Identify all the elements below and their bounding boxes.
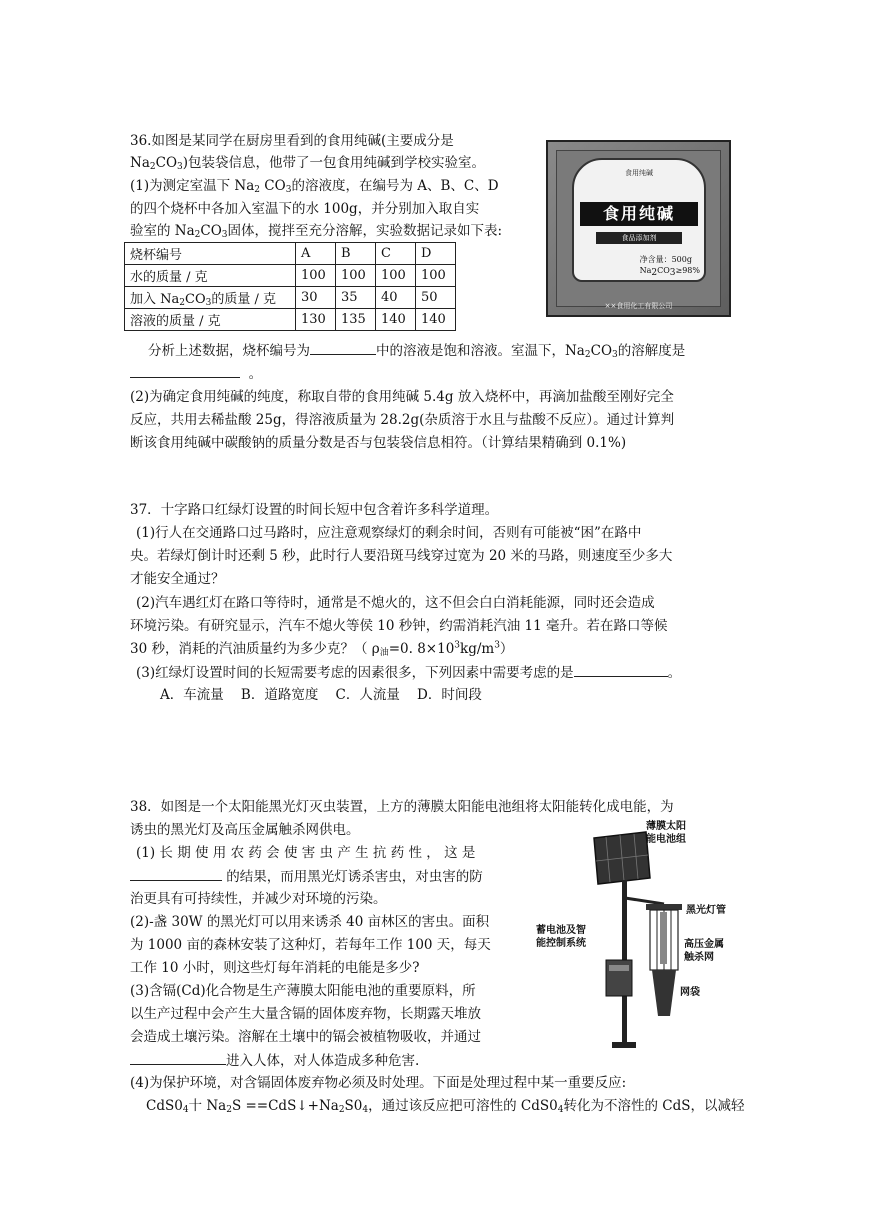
table-row-label: 水的质量 / 克 xyxy=(125,265,296,287)
label-solar-panel: 薄膜太阳 能电池组 xyxy=(646,821,686,845)
label-battery-system: 蓄电池及智 能控制系统 xyxy=(536,925,586,949)
table-header-cell: 烧杯编号 xyxy=(125,243,296,265)
answer-blank xyxy=(130,866,222,881)
label-kill-net: 高压金属 触杀网 xyxy=(684,939,724,963)
table-cell: 50 xyxy=(416,287,456,309)
q37-part1-line1: (1)行人在交通路口过马路时，应注意观察绿灯的剩余时间，否则有可能被“困”在路中 xyxy=(136,525,642,541)
table-row-label: 溶液的质量 / 克 xyxy=(125,309,296,331)
package-spec xyxy=(640,254,700,276)
q38-intro-line1: 38．如图是一个太阳能黑光灯灭虫装置，上方的薄膜太阳能电池组将太阳能转化成电能，为 xyxy=(130,799,674,815)
q36-part2-line3: 断该食用纯碱中碳酸钠的质量分数是否与包装袋信息相符。（计算结果精确到 0.1%) xyxy=(130,435,627,451)
q37-part3-line1: (3)红绿灯设置时间的长短需要考虑的因素很多，下列因素中需要考虑的是 。 xyxy=(136,662,681,683)
q38-part1-line2: 的结果，而用黑光灯诱杀害虫，对虫害的防 xyxy=(130,866,483,887)
q37-part2-line3: 30 秒，消耗的汽油质量约为多少克？（ $\rho_油=0$. $8\times 10^3kg/m^3$） xyxy=(130,640,514,658)
q38-part2-line2: 为 1000 亩的森林安装了这种灯，若每年工作 100 天，每天 xyxy=(130,937,491,953)
q38-part3-line3: 会造成土壤污染。溶解在土壤中的镉会被植物吸收，并通过 xyxy=(130,1029,481,1045)
q37-intro: 37．十字路口红绿灯设置的时间长短中包含着许多科学道理。 xyxy=(130,502,499,518)
q36-intro-line2: $Na_2CO_3$)包装袋信息，他带了一包食用纯碱到学校实验室。 xyxy=(130,155,486,172)
table-cell: 135 xyxy=(336,309,376,331)
experiment-data-table xyxy=(124,242,456,331)
option-d: D．时间段 xyxy=(417,687,482,703)
q37-part2-line1: (2)汽车遇红灯在路口等待时，通常是不熄火的，这不但会白白消耗能源，同时还会造成 xyxy=(136,595,655,611)
soda-package-image xyxy=(546,140,731,317)
table-cell: 140 xyxy=(376,309,416,331)
option-a: A．车流量 xyxy=(160,687,224,703)
solar-insect-trap-figure xyxy=(536,820,736,1050)
q36-part1-line3: 验室的 $Na_2CO_3$固体，搅拌至充分溶解，实验数据记录如下表: xyxy=(130,223,503,240)
table-cell: 40 xyxy=(376,287,416,309)
table-cell: 100 xyxy=(336,265,376,287)
q38-part3-line2: 以生产过程中会产生大量含镉的固体废弃物，长期露天堆放 xyxy=(130,1006,481,1022)
label-lamp: 黑光灯管 xyxy=(686,905,726,916)
q36-part2-line2: 反应，共用去稀盐酸 25g，得溶液质量为 28.2g(杂质溶于水且与盐酸不反应）。通过计算判 xyxy=(130,412,675,428)
table-row-label: 加入 $Na_2CO_3$的质量 / 克 xyxy=(125,287,296,309)
option-c: C．人流量 xyxy=(335,687,400,703)
q36-analysis-line2: 。 xyxy=(130,363,262,384)
table-header-cell: C xyxy=(376,243,416,265)
q36-analysis-line: 分析上述数据，烧杯编号为 中的溶液是饱和溶液。室温下，$Na_2CO_3$的溶解度是 xyxy=(148,340,685,361)
table-cell: 140 xyxy=(416,309,456,331)
q38-part1-line3: 治更具有可持续性，并减少对环境的污染。 xyxy=(130,891,387,907)
q37-part2-line2: 环境污染。有研究显示，汽车不熄火等侯 10 秒钟，约需消耗汽油 11 毫升。若在路口等候 xyxy=(130,618,668,634)
q38-part2-line3: 工作 10 小时，则这些灯每年消耗的电能是多少? xyxy=(130,960,420,976)
answer-blank xyxy=(130,363,240,378)
q38-intro-line2: 诱虫的黑光灯及高压金属触杀网供电。 xyxy=(130,822,360,838)
package-label xyxy=(572,158,706,282)
table-cell: 35 xyxy=(336,287,376,309)
package-top-text: 食用纯碱 xyxy=(625,169,653,177)
answer-blank xyxy=(310,340,376,355)
q38-part4-line1: (4)为保护环境，对含镉固体废弃物必须及时处理。下面是处理过程中某一重要反应: xyxy=(130,1075,627,1091)
table-cell: 100 xyxy=(376,265,416,287)
q36-part2-line1: (2)为确定食用纯碱的纯度，称取自带的食用纯碱 5.4g 放入烧杯中，再滴加盐酸至刚好完全 xyxy=(130,389,674,405)
table-row xyxy=(125,309,456,331)
table-header-cell: B xyxy=(336,243,376,265)
answer-blank xyxy=(574,662,668,677)
answer-blank xyxy=(130,1050,226,1065)
q38-part1-line1: (1) 长 期 使 用 农 药 会 使 害 虫 产 生 抗 药 性 ， 这 是 xyxy=(136,845,476,861)
table-cell: 100 xyxy=(296,265,336,287)
q38-part4-equation: $CdS0_4$十 $Na_2S$ $==CdS↓+Na_2S0_4$，通过该反应把可溶性的 $CdS0_4$转化为不溶性的 CdS，以减轻 xyxy=(146,1098,745,1115)
table-header-row xyxy=(125,243,456,265)
table-cell: 130 xyxy=(296,309,336,331)
q36-intro-line1: 36.如图是某同学在厨房里看到的食用纯碱(主要成分是 xyxy=(130,133,454,149)
package-subtitle: 食品添加剂 xyxy=(596,232,682,244)
table-cell: 100 xyxy=(416,265,456,287)
q37-options xyxy=(160,685,482,705)
q38-part2-line1: (2)-盏 30W 的黑光灯可以用来诱杀 40 亩林区的害虫。面积 xyxy=(130,914,490,930)
q37-part1-line2: 央。若绿灯倒计时还剩 5 秒，此时行人要沿斑马线穿过宽为 20 米的马路，则速度至少多大 xyxy=(130,548,673,564)
q36-part1-line2: 的四个烧杯中各加入室温下的水 100g，并分别加入取自实 xyxy=(130,201,480,217)
package-content: $Na_2CO_3\ge 98\%$ xyxy=(639,266,700,278)
q36-part1-line1: (1)为测定室温下 $Na_2$ $CO_3$的溶液度，在编号为 A、B、C、D xyxy=(130,178,499,195)
net-bag-icon xyxy=(652,970,676,1016)
table-row xyxy=(125,287,456,309)
q38-part3-line1: (3)含镉(Cd)化合物是生产薄膜太阳能电池的重要原料，所 xyxy=(130,983,476,999)
table-cell: 30 xyxy=(296,287,336,309)
label-net-bag: 网袋 xyxy=(680,987,700,998)
table-row xyxy=(125,265,456,287)
q38-part3-line4: 进入人体，对人体造成多种危害. xyxy=(130,1050,419,1071)
package-company: ××食用化工有限公司 xyxy=(604,302,673,310)
q37-part1-line3: 才能安全通过？ xyxy=(130,571,225,587)
package-title: 食用纯碱 xyxy=(580,202,698,226)
table-header-cell: D xyxy=(416,243,456,265)
package-net-weight: 净含量：500g xyxy=(639,255,692,264)
table-header-cell: A xyxy=(296,243,336,265)
option-b: B．道路宽度 xyxy=(240,687,319,703)
